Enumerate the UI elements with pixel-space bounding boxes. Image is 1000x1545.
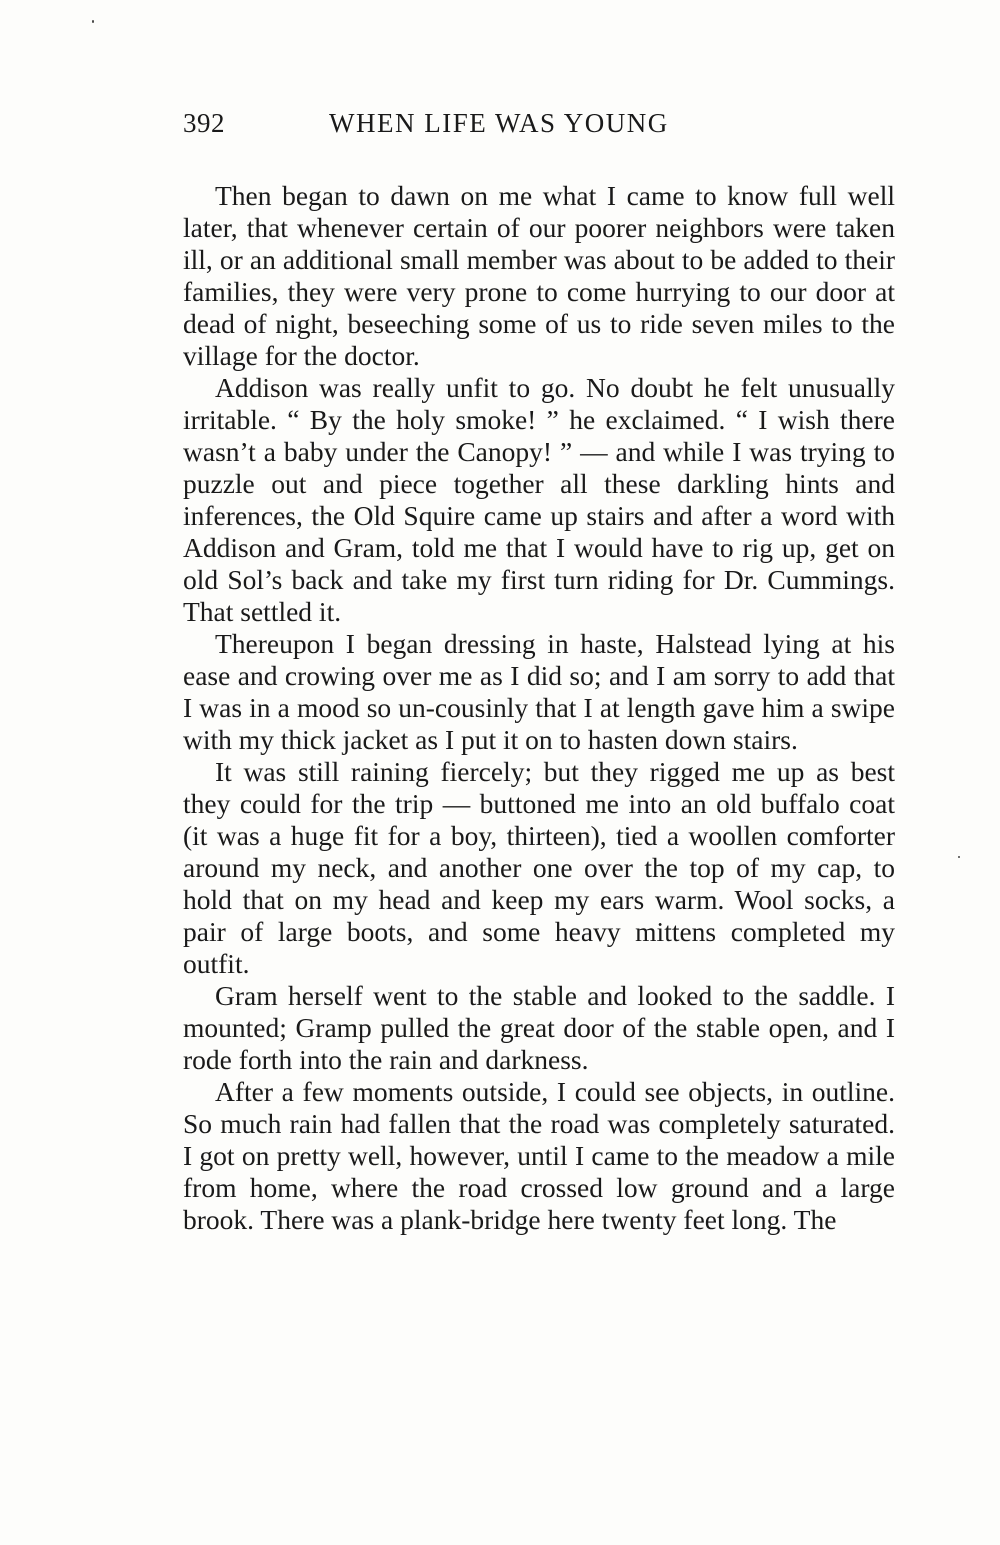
ink-speck: [958, 856, 960, 858]
paragraph: Addison was really unfit to go. No doubt he felt unusually irritable. “ By the holy smoke! ” he exclaimed. “ I wish there wasn’t a baby under the Canopy! ” — and while I was trying to puzzle out and piece together all these darkling hints and inferences, the Old Squire came up stairs and after a word with Addison and Gram, told me that I would have to rig up, get on old Sol’s back and take my first turn riding for Dr. Cummings. That settled it.: [183, 372, 895, 627]
running-head: WHEN LIFE WAS YOUNG: [329, 108, 669, 138]
page-header: [183, 108, 895, 148]
paragraph: Thereupon I began dressing in haste, Halstead lying at his ease and crowing over me as I did so; and I am sorry to add that I was in a mood so un-cousinly that I at length gave him a swipe with my thick jacket as I put it on to hasten down stairs.: [183, 628, 895, 755]
paragraph: Gram herself went to the stable and looked to the saddle. I mounted; Gramp pulled the great door of the stable open, and I rode forth into the rain and darkness.: [183, 980, 895, 1075]
page-number: 392: [183, 108, 225, 138]
paragraph: After a few moments outside, I could see objects, in outline. So much rain had fallen that the road was completely saturated. I got on pretty well, however, until I came to the meadow a mile from home, where the road crossed low ground and a large brook. There was a plank-bridge here twenty feet long. The: [183, 1076, 895, 1235]
ink-speck: [92, 20, 94, 23]
body-text: [183, 180, 895, 1236]
paragraph: Then began to dawn on me what I came to know full well later, that whenever certain of our poorer neighbors were taken ill, or an additional small member was about to be added to their families, they were very prone to come hurrying to our door at dead of night, beseeching some of us to ride seven miles to the village for the doctor.: [183, 180, 895, 371]
paragraph: It was still raining fiercely; but they rigged me up as best they could for the trip — buttoned me into an old buffalo coat (it was a huge fit for a boy, thirteen), tied a woollen comforter around my neck, and another one over the top of my cap, to hold that on my head and keep my ears warm. Wool socks, a pair of large boots, and some heavy mittens completed my outfit.: [183, 756, 895, 979]
